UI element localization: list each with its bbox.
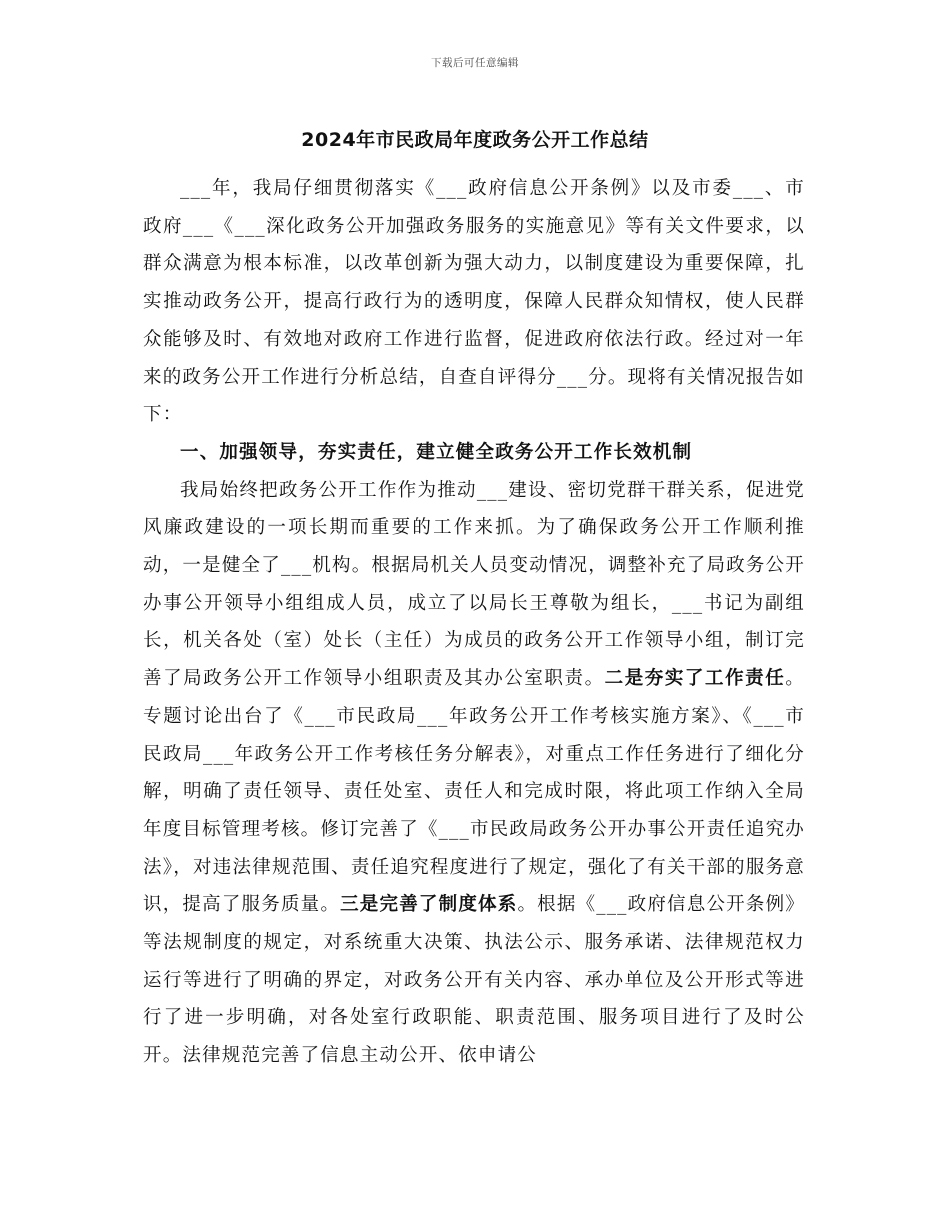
section-1-bold-d: 三是完善了制度体系 — [340, 894, 518, 916]
header-note: 下载后可任意编辑 — [431, 57, 519, 69]
document-title: 2024年市民政局年度政务公开工作总结 — [301, 129, 649, 151]
section-1-text-e: 。根据《___政府信息公开条例》等法规制度的规定，对系统重大决策、执法公示、服务承诺、法律规范权力运行等进行了明确的界定，对政务公开有关内容、承办单位及公开形式等进行了进一步明确，对各处室行政职能、职责范围、服务项目进行了及时公开。法律规范完善了信息主动公开、依申请公 — [143, 894, 805, 1067]
section-1-bold-b: 二是夯实了工作责任 — [604, 668, 786, 690]
section-heading-1: 一、加强领导，夯实责任，建立健全政务公开工作长效机制 — [180, 441, 693, 463]
intro-paragraph: ___年，我局仔细贯彻落实《___政府信息公开条例》以及市委___、市政府___《___深化政务公开加强政务服务的实施意见》等有关文件要求，以群众满意为根本标准，以改革创新为强大动力，以制度建设为重要保障，扎实推动政务公开，提高行政行为的透明度，保障人民群众知情权，使人民群众能够及时、有效地对政府工作进行监督，促进政府依法行政。经过对一年来的政务公开工作进行分析总结，自查自评得分___分。现将有关情况报告如下： — [143, 178, 805, 426]
section-1-text-a: 我局始终把政务公开工作作为推动___建设、密切党群干群关系，促进党风廉政建设的一项长期而重要的工作来抓。为了确保政务公开工作顺利推动，一是健全了___机构。根据局机关人员变动情况，调整补充了局政务公开办事公开领导小组组成人员，成立了以局长王尊敬为组长，___书记为副组长，机关各处（室）处长（主任）为成员的政务公开工作领导小组，制订完善了局政务公开工作领导小组职责及其办公室职责。 — [143, 479, 805, 690]
section-1-paragraph — [143, 472, 805, 1075]
document-body — [143, 170, 805, 1075]
section-1-text-c: 。专题讨论出台了《___市民政局___年政务公开工作考核实施方案》、《___市民政局___年政务公开工作考核任务分解表》，对重点工作任务进行了细化分解，明确了责任领导、责任处室、责任人和完成时限，将此项工作纳入全局年度目标管理考核。修订完善了《___市民政局政务公开办事公开责任追究办法》，对违法律规范围、责任追究程度进行了规定，强化了有关干部的服务意识，提高了服务质量。 — [143, 668, 805, 916]
